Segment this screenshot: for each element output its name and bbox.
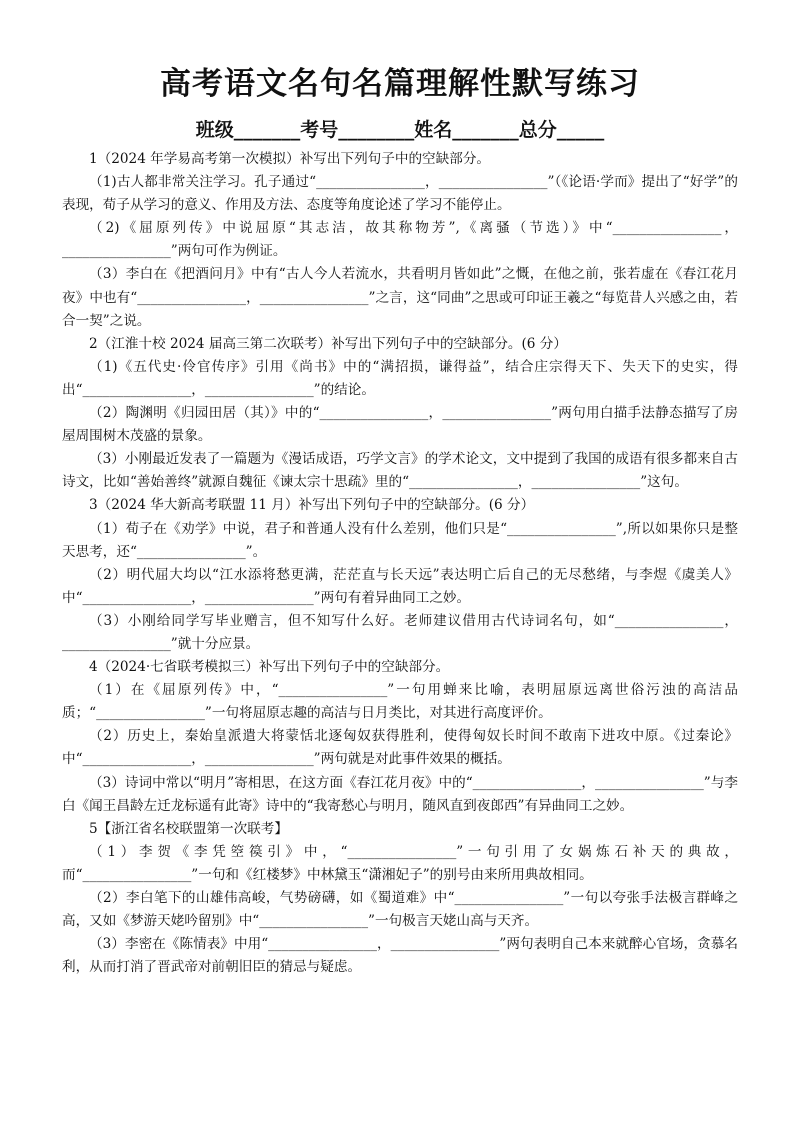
question-item: （1)古人都非常关注学习。孔子通过“________________，________________”（《论语·学而》提出了“好学”的表现，荀子从学习的意义、作用及方法、态度等角度论述了学习不能停止。: [62, 174, 738, 214]
question-item: （1）李贺《李凭箜篌引》中，“________________”一句引用了女娲炼石补天的典故，而“________________”一句和《红楼梦》中林黛玉“潇湘妃子”的别号由来所用典故相同。: [62, 843, 738, 883]
question-item: （3）小刚最近发表了一篇题为《漫话成语，巧学文言》的学术论文，文中提到了我国的成语有很多都来自古诗文，比如“善始善终”就源自魏征《谏太宗十思疏》里的“________________，________________”这句。: [62, 451, 738, 491]
section-heading: 4（2024·七省联考模拟三）补写出下列句子中的空缺部分。: [89, 659, 450, 676]
question-item: （3）李密在《陈情表》中用“________________，________________”两句表明自己本来就醉心官场，贪慕名利，从而打消了晋武帝对前朝旧臣的猜忌与疑虑。: [62, 936, 738, 976]
page-title: 高考语文名句名篇理解性默写练习: [160, 66, 640, 102]
section-3: [62, 494, 738, 656]
question-item: （2）陶渊明《归园田居（其）》中的“________________，________________”两句用白描手法静态描写了房屋周围树木茂盛的景象。: [62, 405, 738, 445]
question-item: （2）历史上，秦始皇派遣大将蒙恬北逐匈奴获得胜利，使得匈奴长时间不敢南下进攻中原。《过秦论》中“________________，________________”两句就是对此事件效果的概括。: [62, 728, 738, 768]
section-5: [62, 818, 738, 980]
question-item: （2）李白笔下的山雄伟高峻，气势磅礴，如《蜀道难》中“________________”一句以夸张手法极言群峰之高，又如《梦游天姥吟留别》中“________________”一句极言天姥山高与天齐。: [62, 890, 738, 930]
question-item: （3）小刚给同学写毕业赠言，但不知写什么好。老师建议借用古代诗词名句，如“________________，________________”就十分应景。: [62, 612, 738, 652]
question-item: （3）诗词中常以“明月”寄相思，在这方面《春江花月夜》中的“________________，________________”与李白《闻王昌龄左迁龙标遥有此寄》诗中的“我寄愁心与明月，随风直到夜郎西”有异曲同工之妙。: [62, 774, 738, 814]
question-item: （3）李白在《把酒问月》中有“古人今人若流水，共看明月皆如此”之慨，在他之前，张若虚在《春江花月夜》中也有“________________，________________”之言，这“同曲”之思或可印证王羲之“每览昔人兴感之由，若合一契”之说。: [62, 266, 738, 329]
section-heading: 2（江淮十校 2024 届高三第二次联考）补写出下列句子中的空缺部分。(6 分）: [89, 335, 567, 352]
section-heading: 1（2024 年学易高考第一次模拟）补写出下列句子中的空缺部分。: [89, 151, 491, 167]
question-item: （2）明代屈大均以“江水添将愁更满，茫茫直与长天远”表达明亡后自己的无尽愁绪，与李煜《虞美人》中“________________，________________”两句有着异曲同工之妙。: [62, 566, 738, 606]
section-heading: 3（2024 华大新高考联盟 11 月）补写出下列句子中的空缺部分。(6 分）: [89, 497, 535, 514]
student-info-line: 班级_______考号________姓名_______总分_____: [195, 119, 605, 141]
section-2: [62, 333, 738, 495]
question-item: （1）在《屈原列传》中，“________________”一句用蝉来比喻，表明屈原远离世俗污浊的高洁品质；“________________”一句将屈原志趣的高洁与日月类比，对其进行高度评价。: [62, 682, 738, 722]
worksheet-page: [62, 58, 738, 979]
question-item: （1）荀子在《劝学》中说，君子和普通人没有什么差别，他们只是“________________”,所以如果你只是整天思考，还“________________”。: [62, 520, 738, 560]
question-item: （1)《五代史·伶官传序》引用《尚书》中的“满招损，谦得益”，结合庄宗得天下、失天下的史实，得出“________________，________________”的结论。: [62, 358, 738, 398]
question-item: （2)《屈原列传》中说屈原“其志洁，故其称物芳”,《离骚（节选）》中“________________，________________”两句可作为例证。: [62, 220, 738, 260]
section-1: [62, 148, 738, 333]
section-4: [62, 656, 738, 818]
section-heading: 5【浙江省名校联盟第一次联考】: [89, 820, 288, 837]
